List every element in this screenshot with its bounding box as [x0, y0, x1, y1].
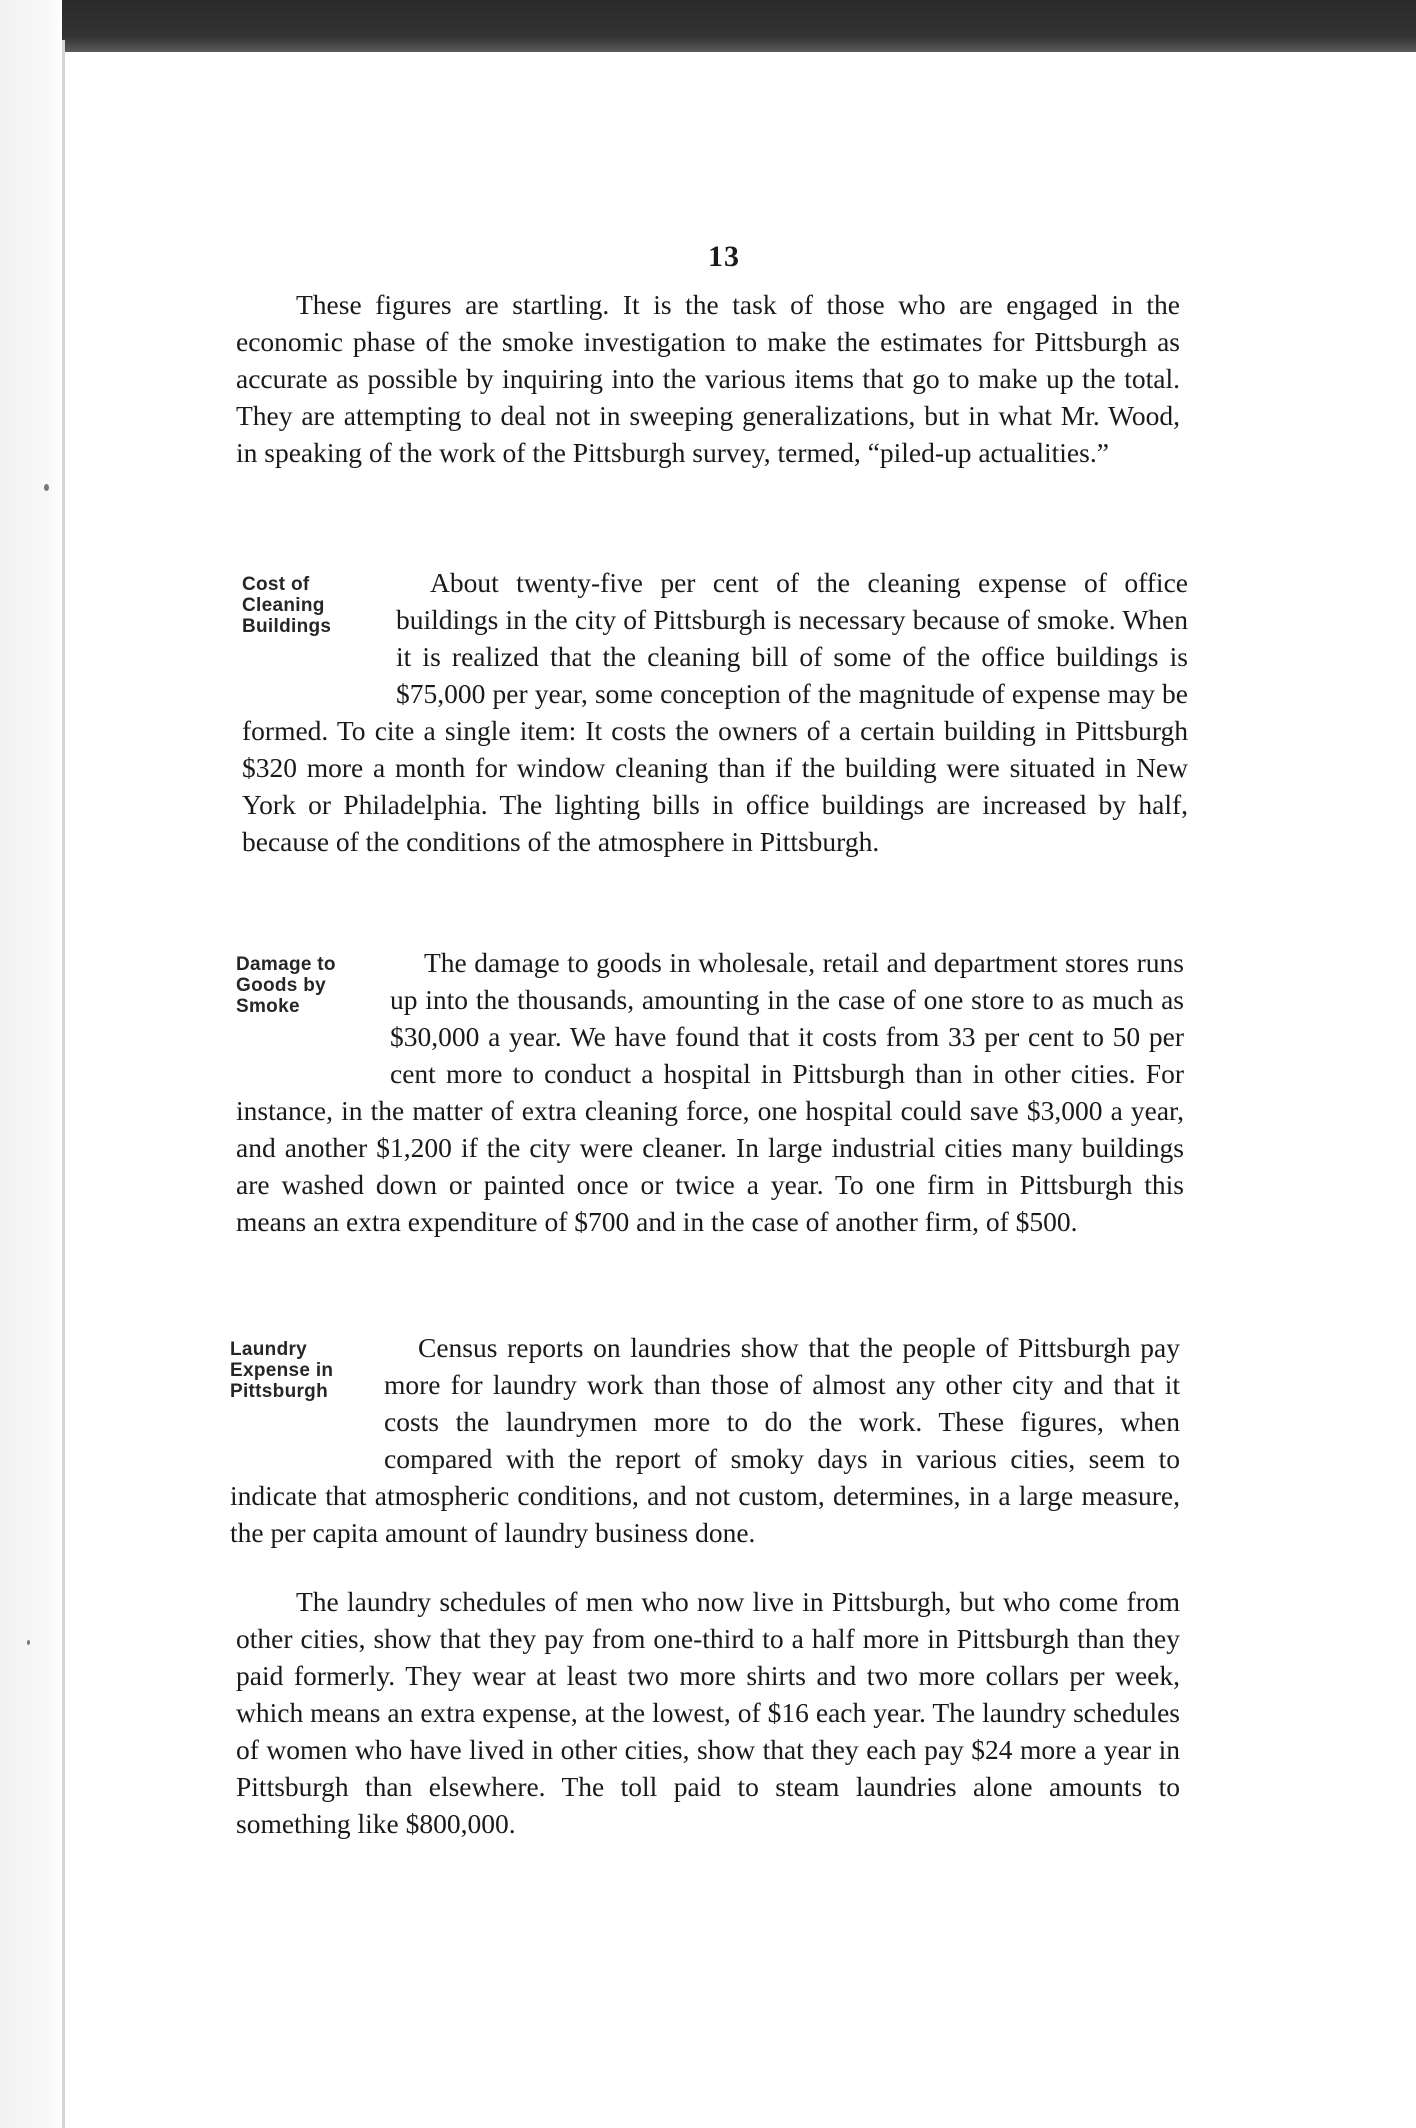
section-laundry-expense	[230, 1329, 1180, 1551]
section-cleaning-buildings	[242, 564, 1188, 860]
section-damage-goods	[236, 944, 1184, 1240]
laundry-schedules-paragraph: The laundry schedules of men who now live in Pittsburgh, but who come from other cities, show that they pay from one-third to a half more in Pittsburgh than they paid formerly. They wear at least two more shirts and two more collars per week, which means an extra expense, at the lowest, of $16 each year. The laundry schedules of women who have lived in other cities, show that they each pay $24 more a year in Pittsburgh than elsewhere. The toll paid to steam laundries alone amounts to something like $800,000.	[236, 1586, 1180, 1839]
side-note-line: Cleaning	[242, 595, 325, 616]
side-note-line: Damage to	[236, 954, 336, 975]
scan-left-margin	[0, 0, 62, 2128]
page-number: 13	[708, 240, 740, 273]
side-note-line: Smoke	[236, 996, 300, 1017]
side-note-line: Expense in	[230, 1360, 334, 1381]
laundry-schedules-block	[236, 1583, 1180, 1842]
side-note-laundry	[230, 1329, 382, 1441]
side-note-line: Laundry	[230, 1339, 308, 1360]
side-note-line: Pittsburgh	[230, 1381, 328, 1402]
page-gutter-line	[62, 40, 65, 2128]
laundry-paragraph-text: Census reports on laundries show that the people of Pittsburgh pay more for laundry work than those of almost any other city and that it costs the laundrymen more to do the work. These figures, when compared with the report of smoky days in various cities, seem to indicate that atmospheric conditions, and not custom, determines, in a large measure, the per capita amount of laundry business done.	[230, 1332, 1180, 1548]
side-note-line: Goods by	[236, 975, 327, 996]
goods-paragraph-text: The damage to goods in wholesale, retail and department stores runs up into the thousands, amounting in the case of one store to as much as $30,000 a year. We have found that it costs from 33 per cent to 50 per cent more to conduct a hospital in Pittsburgh than in other cities. For instance, in the matter of extra cleaning force, one hospital could save $3,000 a year, and another $1,200 if the city were cleaner. In large industrial cities many buildings are washed down or painted once or twice a year. To one firm in Pittsburgh this means an extra expenditure of $700 and in the case of another firm, of $500.	[236, 947, 1184, 1237]
scan-speck	[44, 484, 49, 491]
side-note-cleaning	[242, 564, 394, 676]
scan-top-border	[0, 0, 1416, 52]
side-note-line: Cost of	[242, 574, 310, 595]
side-note-goods	[236, 944, 388, 1056]
side-note-line: Buildings	[242, 616, 332, 637]
intro-paragraph: These figures are startling. It is the task of those who are engaged in the economic phase of the smoke investigation to make the estimates for Pittsburgh as accurate as possible by inquiring into the various items that go to make up the total. They are attempting to deal not in sweeping generalizations, but in what Mr. Wood, in speaking of the work of the Pittsburgh survey, termed, “piled-up actualities.”	[236, 289, 1180, 468]
scan-speck	[27, 1640, 30, 1645]
intro-paragraph-block	[236, 286, 1180, 471]
cleaning-paragraph-text: About twenty-five per cent of the cleaning expense of office buildings in the city of Pittsburgh is necessary because of smoke. When it is realized that the cleaning bill of some of the office buildings is $75,000 per year, some conception of the magnitude of expense may be formed. To cite a single item: It costs the owners of a certain building in Pittsburgh $320 more a month for window cleaning than if the building were situated in New York or Philadelphia. The lighting bills in office buildings are increased by half, because of the conditions of the atmosphere in Pittsburgh.	[242, 567, 1188, 857]
